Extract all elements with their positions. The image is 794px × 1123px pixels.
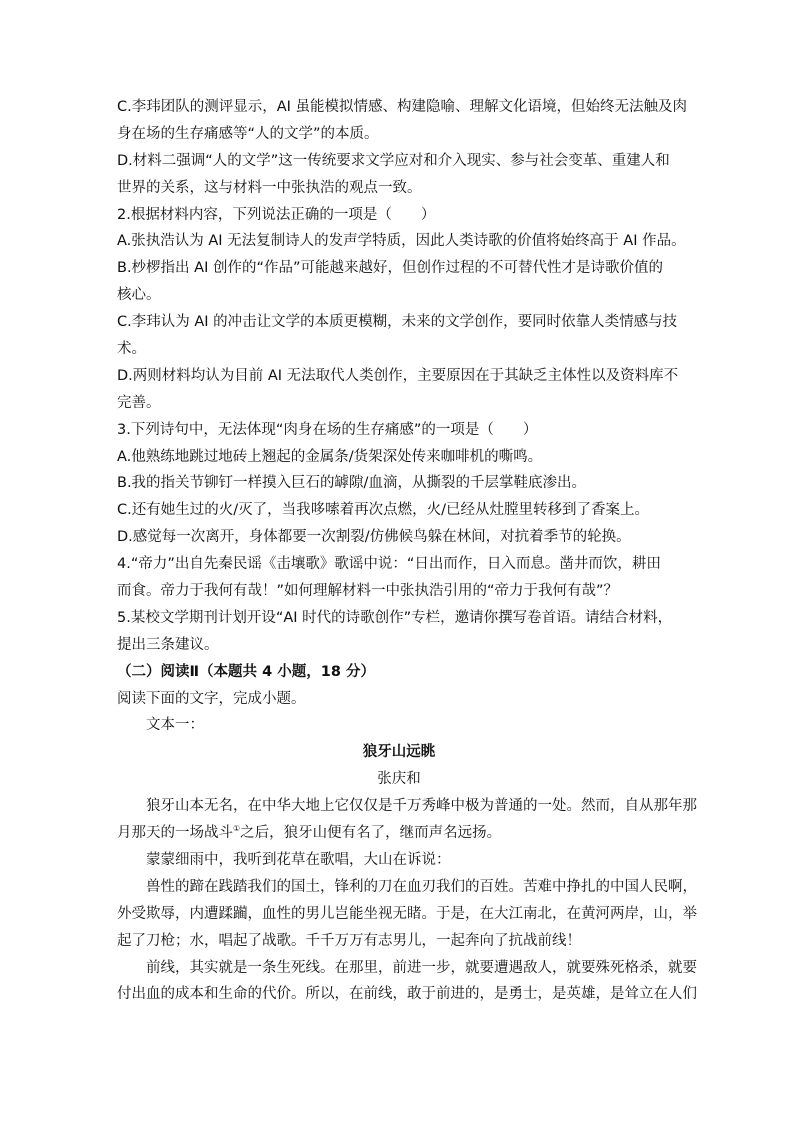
- reading-instruction: 阅读下面的文字，完成小题。: [117, 690, 306, 707]
- option-c-q1-line2: 身在场的生存痛感等“人的文学”的本质。: [117, 125, 379, 142]
- option-a-q3: A.他熟练地跳过地砖上翘起的金属条/货架深处传来咖啡机的嘶鸣。: [117, 448, 543, 465]
- option-d-q1-line1: D.材料二强调“人的文学”这一传统要求文学应对和介入现实、参与社会变革、重建人和: [117, 152, 670, 169]
- paragraph-3-line1: 兽性的蹄在践踏我们的国土，锋利的刀在血刃我们的百姓。苦难中挣扎的中国人民啊，: [146, 878, 697, 895]
- footnote-marker: ①: [233, 824, 241, 834]
- option-c-q1-line1: C.李玮团队的测评显示，AI 虽能模拟情感、构建隐喻、理解文化语境，但始终无法触及肉: [117, 99, 688, 115]
- option-c-q3: C.还有她生过的火/灭了，当我哆嗦着再次点燃，火/已经从灶膛里转移到了香案上。: [117, 502, 650, 519]
- paragraph-3-line2: 外受欺辱，内遭蹂躏，血性的男儿岂能坐视无睹。于是，在大江南北，在黄河两岸，山，举: [117, 905, 697, 922]
- option-d-q2-line2: 完善。: [117, 394, 161, 411]
- option-d-q3: D.感觉每一次离开，身体都要一次割裂/仿佛候鸟躲在林间，对抗着季节的轮换。: [117, 529, 631, 546]
- article-author: 张庆和: [377, 771, 421, 788]
- paragraph-1-line1: 狼牙山本无名，在中华大地上它仅仅是千万秀峰中极为普通的一处。然而，自从那年那: [146, 798, 697, 815]
- article-title: 狼牙山远眺: [362, 744, 436, 761]
- option-d-q1-line2: 世界的关系，这与材料一中张执浩的观点一致。: [117, 179, 422, 196]
- question-5-line2: 提出三条建议。: [117, 636, 219, 653]
- option-b-q2-line2: 核心。: [117, 287, 161, 304]
- paragraph-4-line2: 付出血的成本和生命的代价。所以，在前线，敢于前进的，是勇士，是英雄，是耸立在人们: [117, 986, 697, 1003]
- option-c-q2-line1: C.李玮认为 AI 的冲击让文学的本质更模糊，未来的文学创作，要同时依靠人类情感与技: [117, 314, 678, 331]
- option-d-q2-line1: D.两则材料均认为目前 AI 无法取代人类创作，主要原因在于其缺乏主体性以及资料库不: [117, 367, 679, 384]
- option-a-q2: A.张执浩认为 AI 无法复制诗人的发声学特质，因此人类诗歌的价值将始终高于 AI 作品。: [117, 233, 686, 250]
- document-page: [117, 94, 697, 1008]
- text-one-label: 文本一：: [146, 717, 204, 734]
- section-heading: （二）阅读Ⅱ（本题共 4 小题，18 分）: [117, 663, 375, 680]
- option-b-q2-line1: B.杪椤指出 AI 创作的“作品”可能越来越好，但创作过程的不可替代性才是诗歌价值的: [117, 260, 663, 277]
- option-b-q3: B.我的指关节铆钉一样摸入巨石的罅隙/血滴，从撕裂的千层掌鞋底渗出。: [117, 475, 586, 492]
- question-2-stem: 2.根据材料内容，下列说法正确的一项是（ ）: [117, 206, 436, 223]
- question-4-line2: 而食。帝力于我何有哉！”如何理解材料一中张执浩引用的“帝力于我何有哉”？: [117, 583, 619, 600]
- paragraph-1-line2: [117, 820, 681, 847]
- question-5-line1: 5.某校文学期刊计划开设“AI 时代的诗歌创作”专栏，邀请你撰写卷首语。请结合材料，: [117, 609, 673, 626]
- paragraph-4-line1: 前线，其实就是一条生死线。在那里，前进一步，就要遭遇敌人，就要殊死格杀，就要: [146, 959, 697, 976]
- question-4-line1: 4.“帝力”出自先秦民谣《击壤歌》歌谣中说：“日出而作，日入而息。凿井而饮，耕田: [117, 556, 661, 573]
- paragraph-1-line2-b: 之后，狼牙山便有名了，继而声名远扬。: [240, 825, 502, 842]
- paragraph-2: 蒙蒙细雨中，我听到花草在歌唱，大山在诉说：: [146, 851, 451, 868]
- question-3-stem: 3.下列诗句中，无法体现“肉身在场的生存痛感”的一项是（ ）: [117, 421, 538, 438]
- paragraph-3-line3: 起了刀枪；水，唱起了战歌。千千万万有志男儿，一起奔向了抗战前线！: [117, 932, 581, 949]
- paragraph-1-line2-a: 月那天的一场战斗: [117, 825, 233, 842]
- option-c-q2-line2: 术。: [117, 341, 146, 358]
